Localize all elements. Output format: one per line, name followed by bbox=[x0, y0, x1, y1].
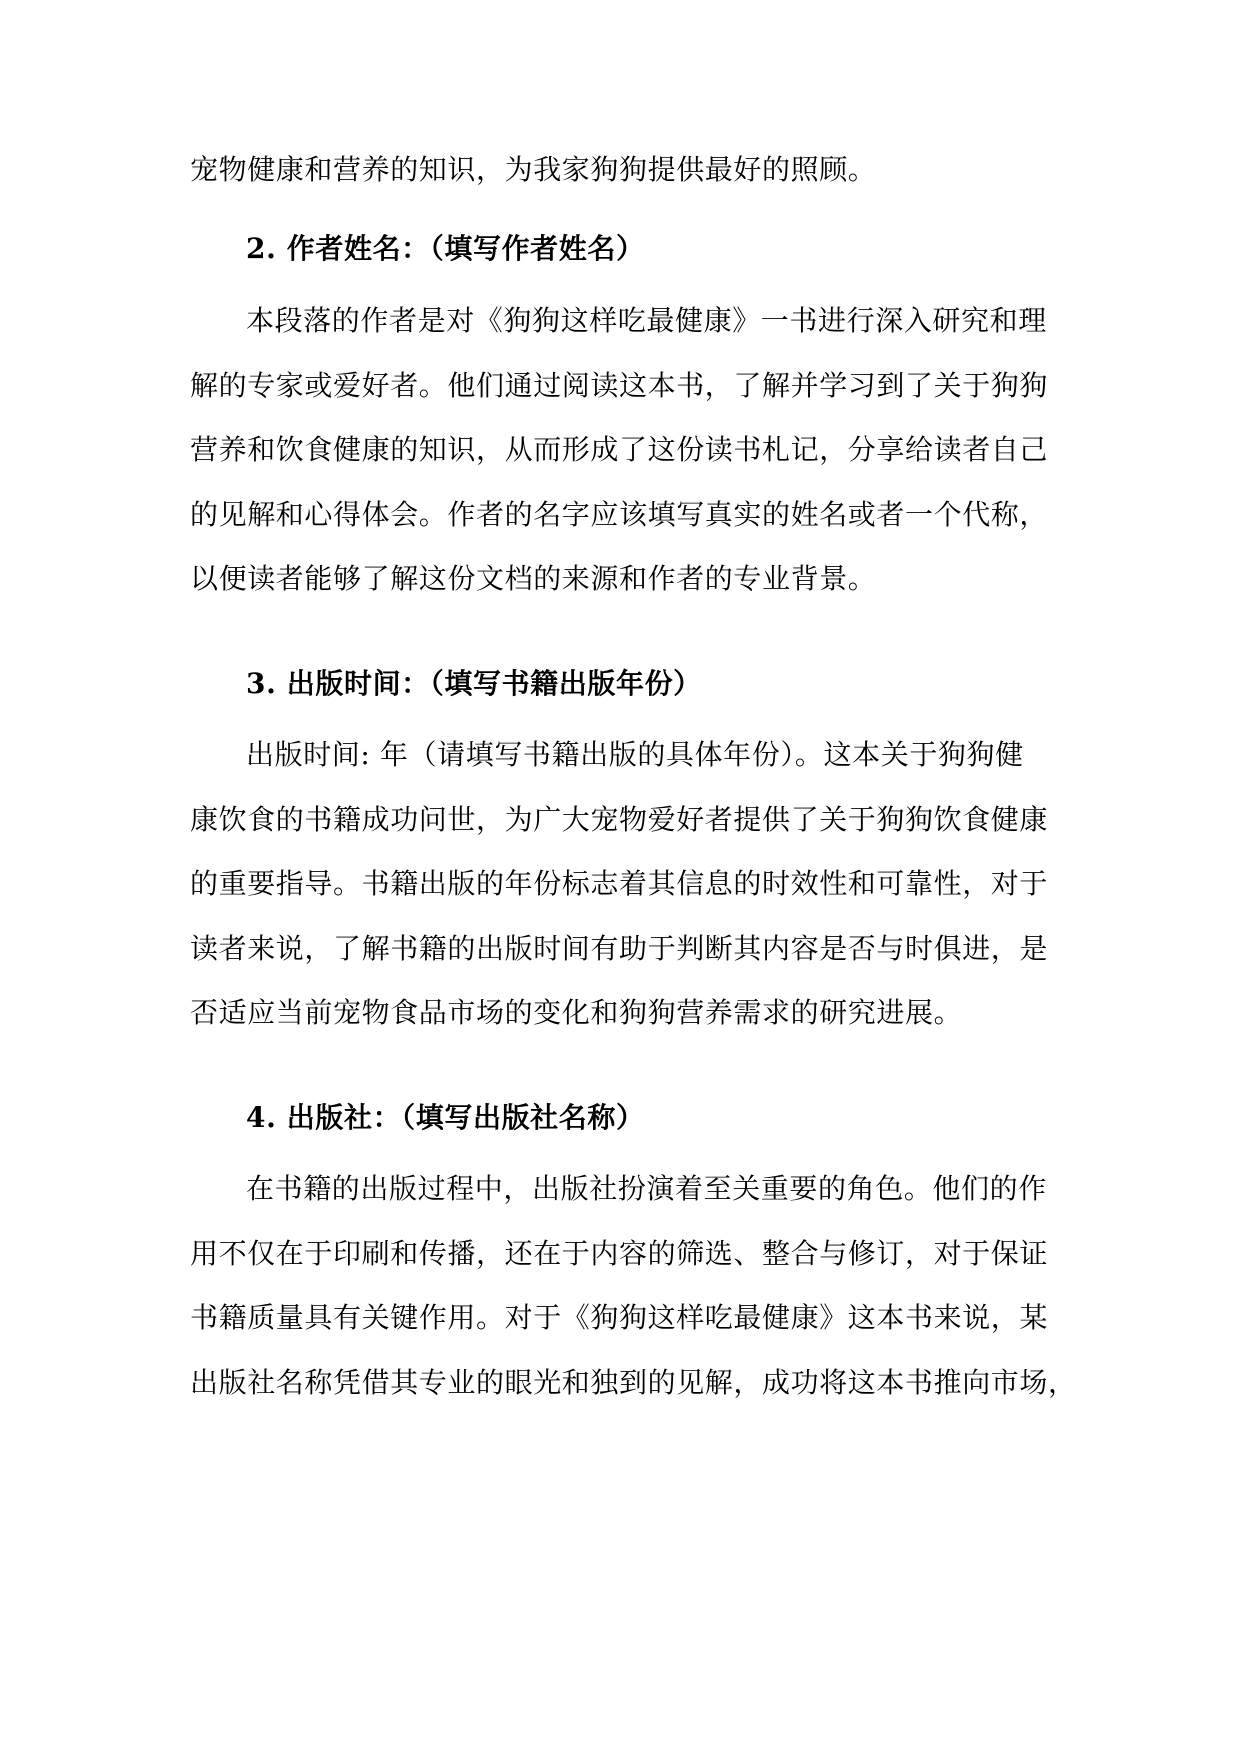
paragraph-line: 本段落的作者是对《狗狗这样吃最健康》一书进行深入研究和理 bbox=[246, 304, 1047, 337]
section-heading-author: 2. 作者姓名：（填写作者姓名） bbox=[246, 232, 645, 265]
paragraph-line: 读者来说，了解书籍的出版时间有助于判断其内容是否与时俱进，是 bbox=[190, 932, 1049, 965]
paragraph-line: 宠物健康和营养的知识，为我家狗狗提供最好的照顾。 bbox=[190, 153, 877, 186]
paragraph-line: 以便读者能够了解这份文档的来源和作者的专业背景。 bbox=[190, 562, 877, 595]
paragraph-line: 出版时间: 年（请填写书籍出版的具体年份）。这本关于狗狗健 bbox=[246, 738, 1024, 771]
section-heading-publisher: 4. 出版社：（填写出版社名称） bbox=[246, 1101, 645, 1134]
paragraph-line: 的见解和心得体会。作者的名字应该填写真实的姓名或者一个代称， bbox=[190, 498, 1049, 531]
paragraph-line: 出版社名称凭借其专业的眼光和独到的见解，成功将这本书推向市场， bbox=[190, 1366, 1077, 1399]
paragraph-line: 的重要指导。书籍出版的年份标志着其信息的时效性和可靠性，对于 bbox=[190, 867, 1049, 900]
paragraph-line: 在书籍的出版过程中，出版社扮演着至关重要的角色。他们的作 bbox=[246, 1172, 1047, 1205]
paragraph-line: 用不仅在于印刷和传播，还在于内容的筛选、整合与修订，对于保证 bbox=[190, 1237, 1049, 1270]
paragraph-line: 否适应当前宠物食品市场的变化和狗狗营养需求的研究进展。 bbox=[190, 996, 963, 1029]
paragraph-line: 书籍质量具有关键作用。对于《狗狗这样吃最健康》这本书来说，某 bbox=[190, 1301, 1049, 1334]
paragraph-line: 康饮食的书籍成功问世，为广大宠物爱好者提供了关于狗狗饮食健康 bbox=[190, 803, 1049, 836]
paragraph-line: 解的专家或爱好者。他们通过阅读这本书，了解并学习到了关于狗狗 bbox=[190, 369, 1049, 402]
section-heading-publish-date: 3. 出版时间：（填写书籍出版年份） bbox=[246, 667, 702, 700]
paragraph-line: 营养和饮食健康的知识，从而形成了这份读书札记，分享给读者自己 bbox=[190, 433, 1049, 466]
